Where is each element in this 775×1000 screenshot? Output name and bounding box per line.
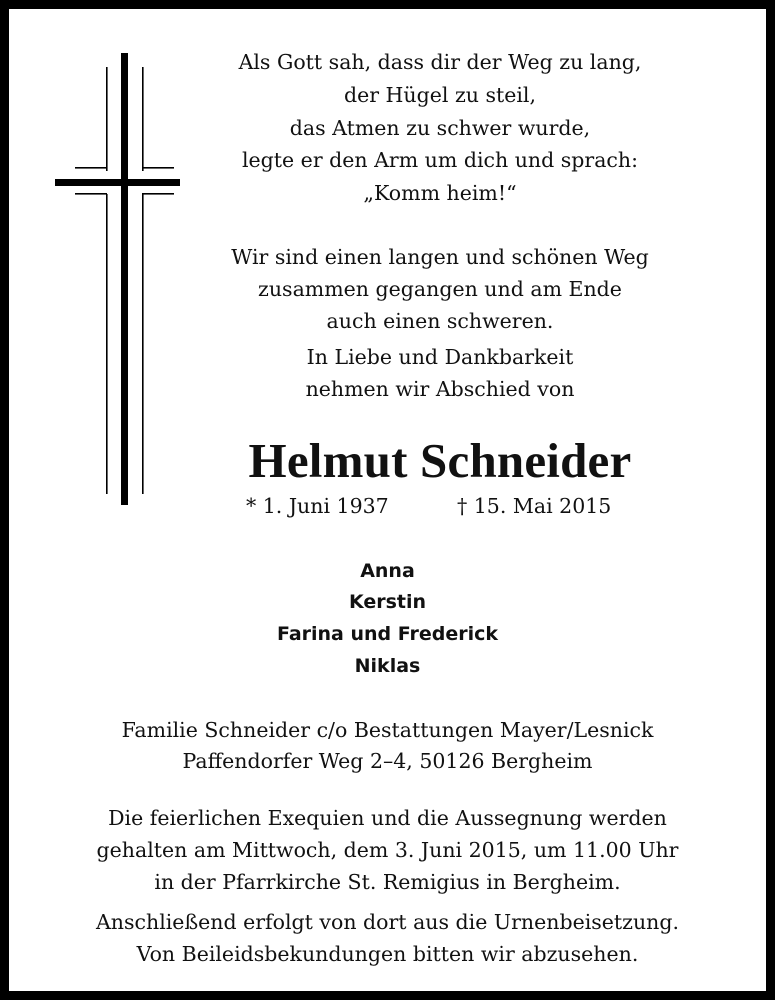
poem-line-1: Als Gott sah, dass dir der Weg zu lang, xyxy=(238,50,642,74)
farewell-line-3: auch einen schweren. xyxy=(326,309,554,333)
poem-line-3: das Atmen zu schwer wurde, xyxy=(289,116,591,140)
service-line-1: Die feierlichen Exequien und die Aussegnung werden xyxy=(108,806,667,830)
mourner-3: Farina und Frederick xyxy=(276,623,499,645)
intro-line-1: In Liebe und Dankbarkeit xyxy=(306,345,574,369)
farewell-line-2: zusammen gegangen und am Ende xyxy=(258,277,622,301)
mourner-1: Anna xyxy=(360,560,415,582)
intro-line-2: nehmen wir Abschied von xyxy=(305,377,575,401)
poem-line-2: der Hügel zu steil, xyxy=(343,83,537,107)
service-line-3: in der Pfarrkirche St. Remigius in Bergheim. xyxy=(154,870,621,894)
poem-line-5: „Komm heim!“ xyxy=(363,181,517,205)
mourner-4: Niklas xyxy=(354,655,421,677)
deceased-name: Helmut Schneider xyxy=(248,433,632,488)
poem-line-4: legte er den Arm um dich und sprach: xyxy=(241,148,639,172)
address-line-1: Familie Schneider c/o Bestattungen Mayer/Lesnick xyxy=(121,718,654,742)
address-line-2: Paffendorfer Weg 2–4, 50126 Bergheim xyxy=(182,749,593,773)
birth-date: * 1. Juni 1937 xyxy=(246,494,389,518)
closing-line-2: Von Beileidsbekundungen bitten wir abzusehen. xyxy=(136,942,639,966)
death-date: † 15. Mai 2015 xyxy=(457,494,612,518)
farewell-line-1: Wir sind einen langen und schönen Weg xyxy=(231,245,649,269)
closing-line-1: Anschließend erfolgt von dort aus die Urnenbeisetzung. xyxy=(95,910,680,934)
mourner-2: Kerstin xyxy=(348,591,427,613)
service-line-2: gehalten am Mittwoch, dem 3. Juni 2015, um 11.00 Uhr xyxy=(96,838,679,862)
